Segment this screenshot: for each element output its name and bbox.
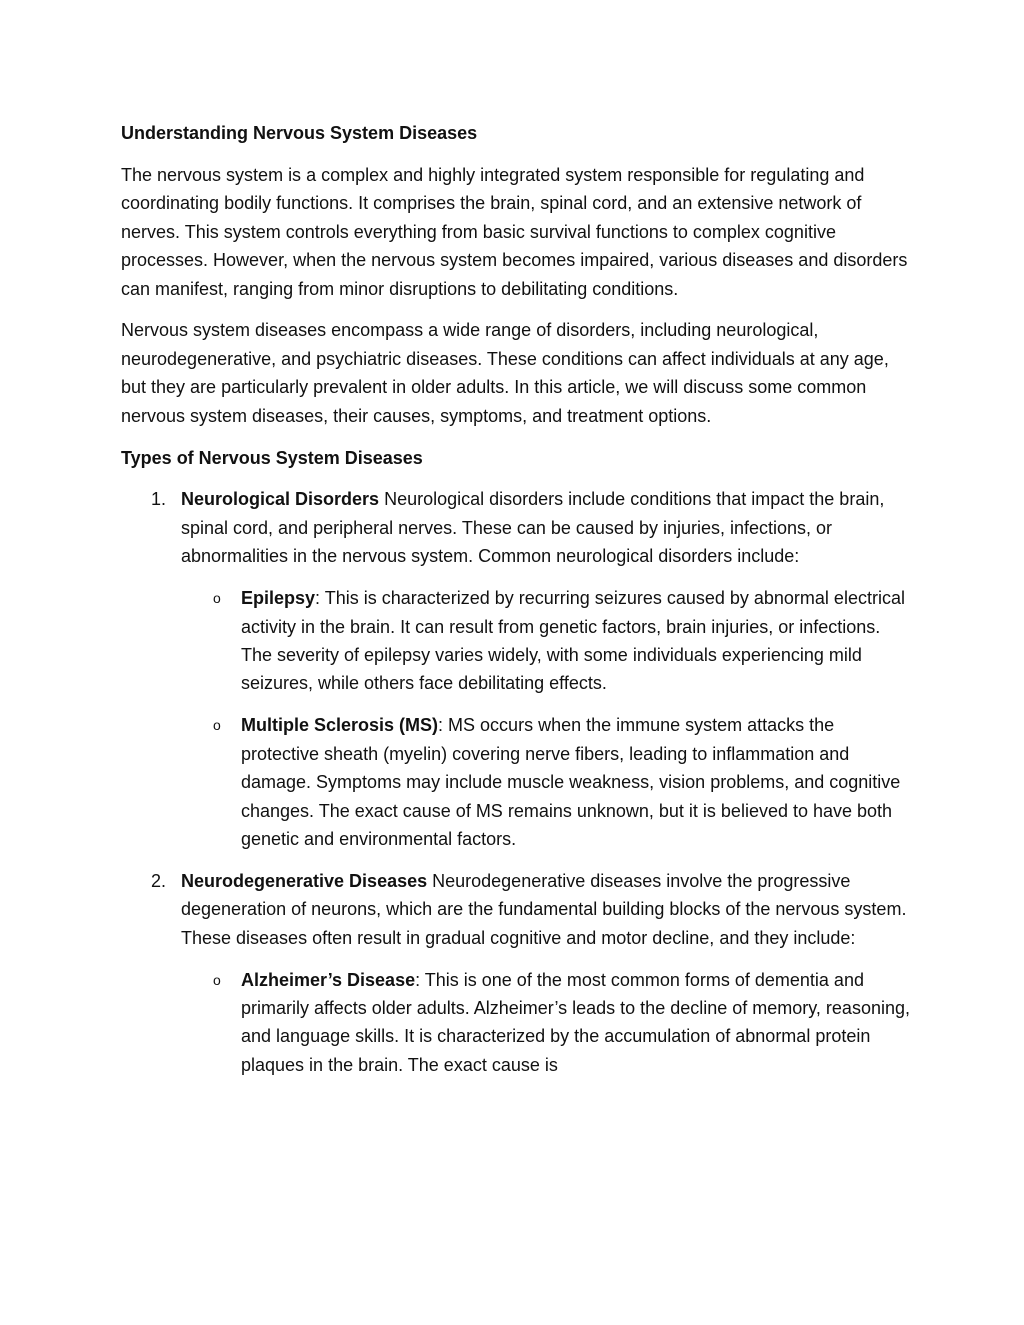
item-text: : MS occurs when the immune system attacks the protective sheath (myelin) covering nerve fibers, leading to inflammation and damage. Symptoms may include muscle weakness, vision problems, and cognitive changes. The exact cause of MS remains unknown, but it is believed to have both genetic and environmental factors.: [241, 715, 901, 849]
bullet-item-multiple-sclerosis: [121, 711, 911, 853]
intro-paragraph-2: Nervous system diseases encompass a wide range of disorders, including neurological, neurodegenerative, and psychiatric diseases. These conditions can affect individuals at any age, but they are particularly prevalent in older adults. In this article, we will discuss some common nervous system diseases, their causes, symptoms, and treatment options.: [121, 320, 889, 426]
circle-bullet-icon: o: [213, 971, 221, 988]
item-term: Neurological Disorders: [181, 489, 380, 510]
circle-bullet-icon: o: [213, 590, 221, 607]
document-title: Understanding Nervous System Diseases: [121, 123, 478, 143]
circle-bullet-icon: o: [213, 717, 221, 734]
bullet-item-alzheimers: [121, 966, 911, 1080]
item-text: Neurodegenerative diseases involve the progressive degeneration of neurons, which are the fundamental building blocks of the nervous system. These diseases often result in gradual cognitive and motor decline, and they include:: [181, 870, 907, 948]
list-number: 2.: [151, 870, 167, 891]
section-heading-types: Types of Nervous System Diseases: [121, 447, 423, 468]
list-number: 1.: [151, 489, 167, 510]
item-text: : This is characterized by recurring seizures caused by abnormal electrical activity in the brain. It can result from genetic factors, brain injuries, or infections. The severity of epilepsy varies widely, with some individuals experiencing mild seizures, while others face debilitating effects.: [241, 588, 905, 694]
intro-paragraph-1: The nervous system is a complex and highly integrated system responsible for regulating and coordinating bodily functions. It comprises the brain, spinal cord, and an extensive network of nerves. This system controls everything from basic survival functions to complex cognitive processes. However, when the nervous system becomes impaired, various diseases and disorders can manifest, ranging from minor disruptions to debilitating conditions.: [121, 164, 908, 299]
item-text: Neurological disorders include conditions that impact the brain, spinal cord, and peripheral nerves. These can be caused by injuries, infections, or abnormalities in the nervous system. Common neurological disorders include:: [181, 489, 885, 567]
bullet-item-epilepsy: [121, 584, 911, 698]
numbered-item-neurological: [121, 485, 911, 570]
document-page: [121, 119, 911, 1093]
item-term: Alzheimer’s Disease: [241, 969, 416, 990]
neurodegenerative-sublist: [121, 966, 911, 1080]
neurological-sublist: [121, 584, 911, 853]
item-term: Multiple Sclerosis (MS): [241, 715, 439, 736]
item-text: : This is one of the most common forms of dementia and primarily affects older adults. Alzheimer’s leads to the decline of memory, reasoning, and language skills. It is characterized by the accumulation of abnormal protein plaques in the brain. The exact cause is: [241, 969, 910, 1075]
item-term: Epilepsy: [241, 588, 316, 609]
item-term: Neurodegenerative Diseases: [181, 870, 428, 891]
numbered-item-neurodegenerative: [121, 867, 911, 952]
